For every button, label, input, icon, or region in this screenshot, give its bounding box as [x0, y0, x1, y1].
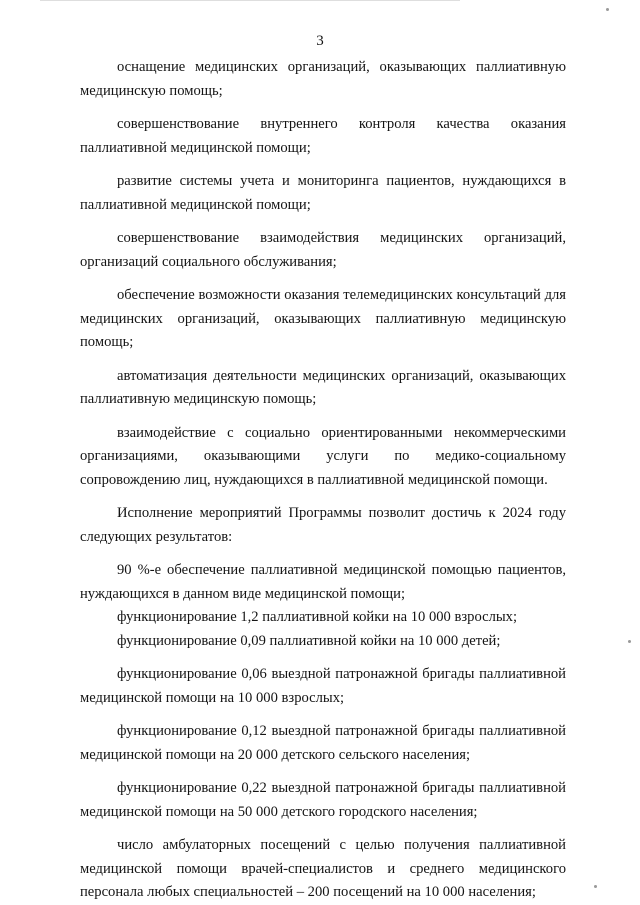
paragraph: оснащение медицинских организаций, оказывающих паллиативную медицинскую помощь; [80, 59, 566, 99]
paragraph: функционирование 0,09 паллиативной койки на 10 000 детей; [117, 632, 501, 649]
paragraph: Исполнение мероприятий Программы позволит достичь к 2024 году следующих результатов: [80, 505, 566, 545]
paragraph: автоматизация деятельности медицинских организаций, оказывающих паллиативную медицинскую помощь; [80, 367, 566, 407]
paragraph: обеспечение возможности оказания телемедицинских консультаций для медицинских организаций, оказывающих паллиативную медицинскую помощь; [80, 287, 566, 350]
scan-speck [594, 885, 597, 888]
paragraph: функционирование 0,06 выездной патронажной бригады паллиативной медицинской помощи на 10 000 взрослых; [80, 666, 566, 706]
paragraph: совершенствование внутреннего контроля качества оказания паллиативной медицинской помощи; [80, 116, 566, 156]
paragraph: функционирование 0,22 выездной патронажной бригады паллиативной медицинской помощи на 50 000 детского городского населения; [80, 780, 566, 820]
scan-speck [606, 8, 609, 11]
paragraph: совершенствование взаимодействия медицинских организаций, организаций социального обслуживания; [80, 230, 566, 270]
paragraph: взаимодействие с социально ориентированными некоммерческими организациями, оказывающими услуги по медико-социальному сопровождению лиц, нуждающихся в паллиативной медицинской помощи. [80, 424, 566, 488]
document-body [80, 56, 566, 905]
paragraph: функционирование 1,2 паллиативной койки на 10 000 взрослых; [117, 609, 518, 625]
paragraph: развитие системы учета и мониторинга пациентов, нуждающихся в паллиативной медицинской помощи; [80, 173, 566, 213]
scan-speck [628, 640, 631, 643]
paragraph: число амбулаторных посещений с целью получения паллиативной медицинской помощи врачей-специалистов и среднего медицинского персонала любых специальностей – 200 посещений на 10 000 населения; [80, 837, 566, 900]
paragraph: 90 %-е обеспечение паллиативной медицинской помощью пациентов, нуждающихся в данном виде медицинской помощи; [80, 562, 566, 602]
paragraph: функционирование 0,12 выездной патронажной бригады паллиативной медицинской помощи на 20 000 детского сельского населения; [80, 723, 566, 763]
scan-top-artifact [40, 0, 460, 5]
page-number: 3 [316, 33, 324, 49]
